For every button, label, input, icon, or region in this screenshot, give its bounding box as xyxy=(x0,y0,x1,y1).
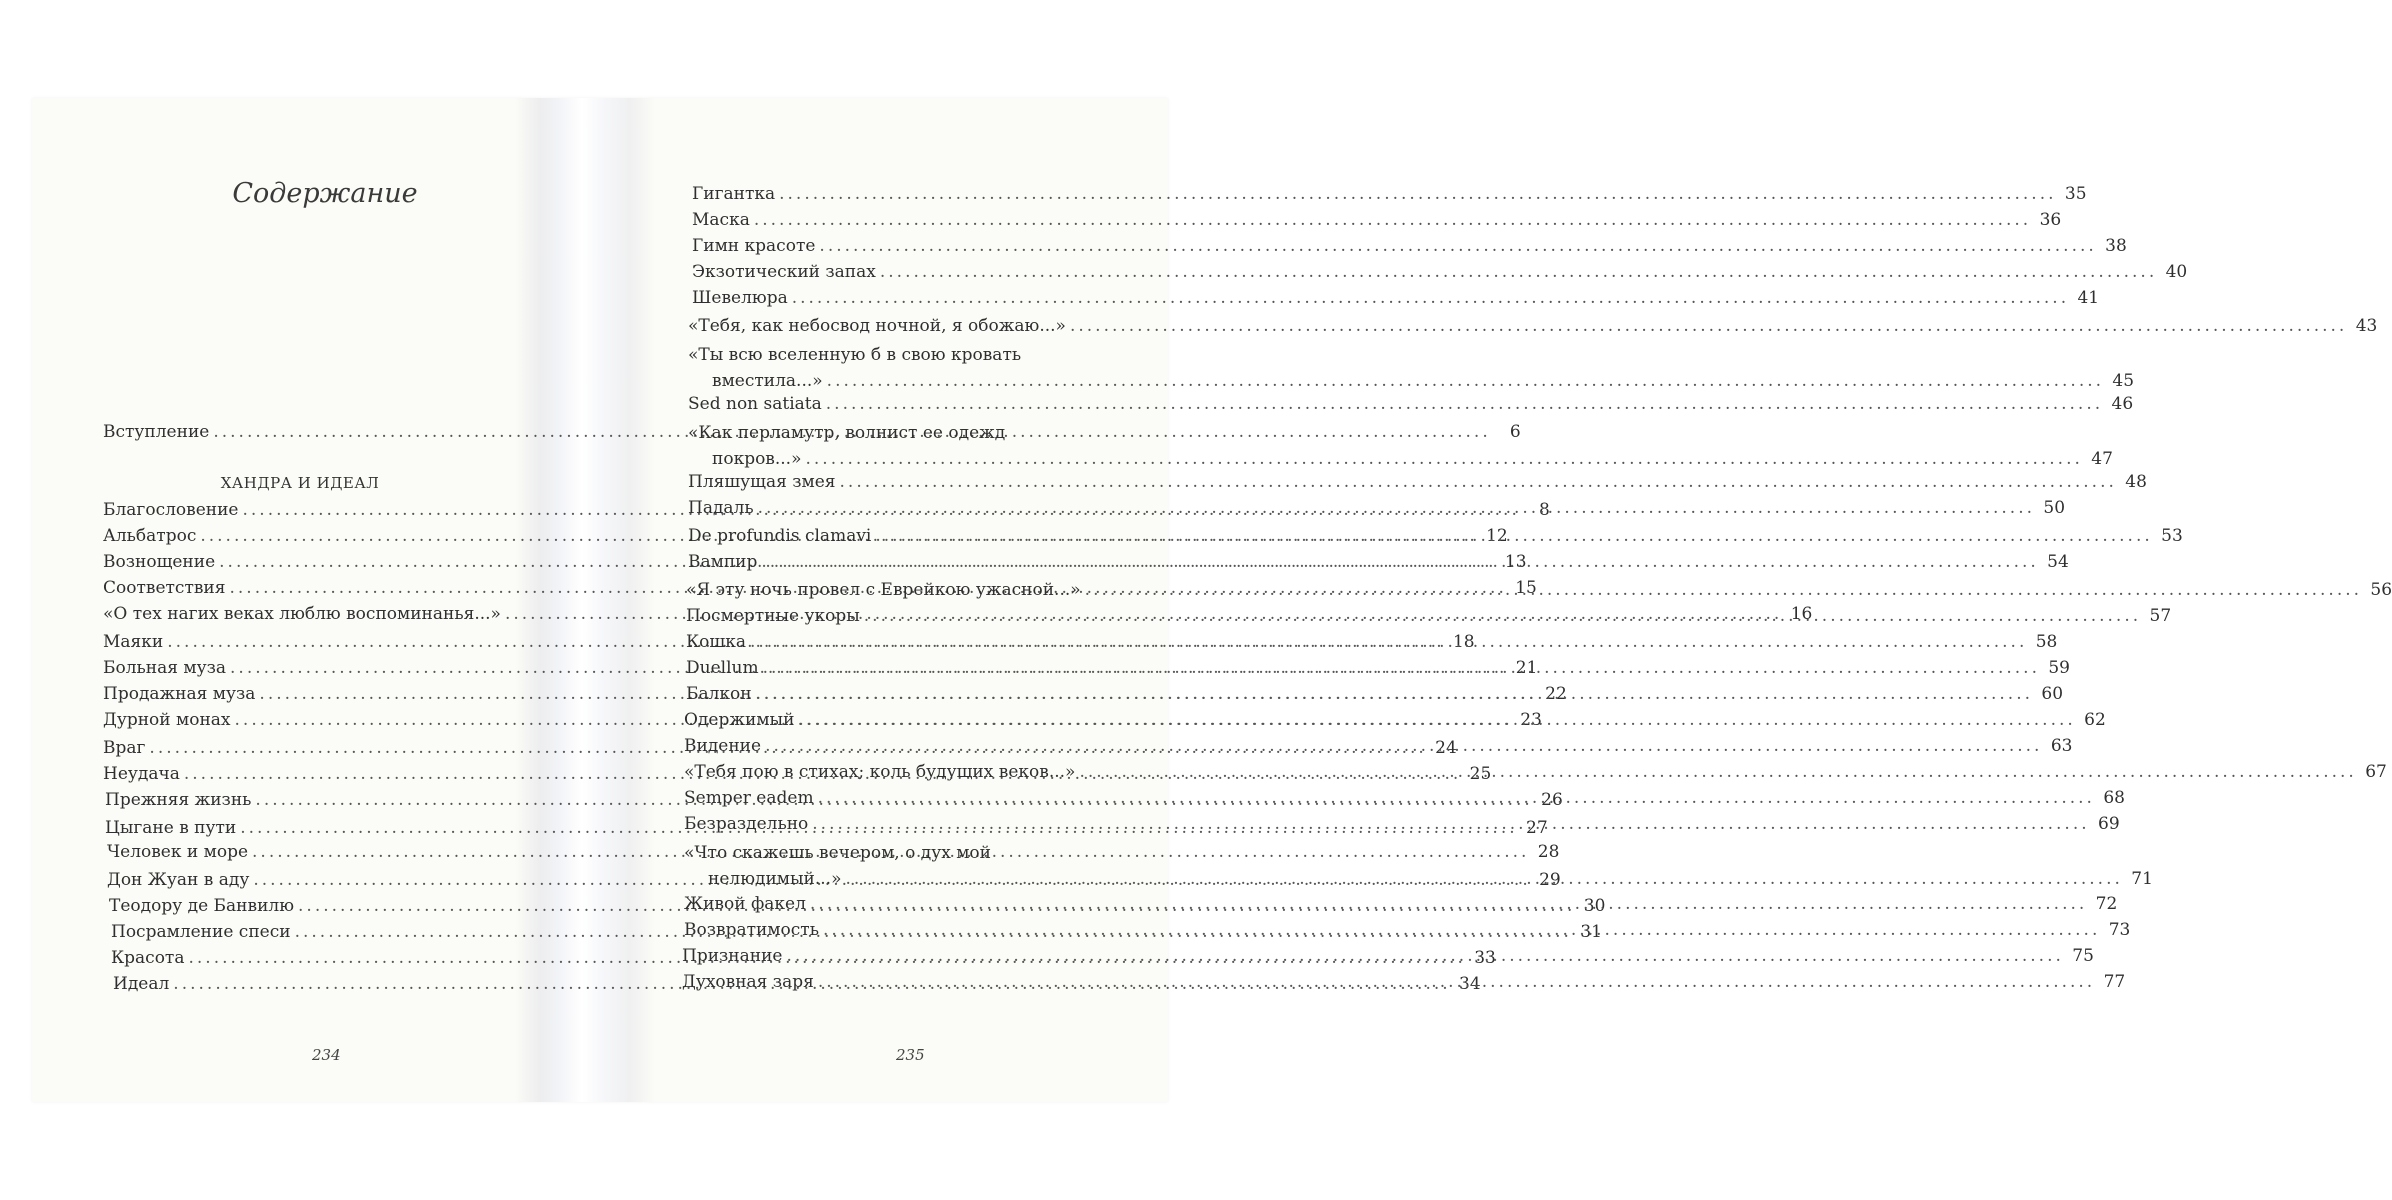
toc-entry-title: Экзотический запах xyxy=(692,262,876,282)
toc-entry xyxy=(692,236,2127,256)
toc-entry-page: 43 xyxy=(2355,316,2378,336)
toc-entry-page: 13 xyxy=(1504,552,1527,572)
leader-dots xyxy=(823,920,2100,940)
toc-entry-title: Видение xyxy=(684,736,762,756)
toc-entry-page: 23 xyxy=(1520,710,1542,730)
toc-entry-title: Вампир xyxy=(688,552,758,572)
toc-entry-page: 34 xyxy=(1459,974,1481,994)
toc-entry-title: Пляшущая змея xyxy=(688,472,836,492)
toc-entry-title: «Я эту ночь провел с Еврейкою ужасной...» xyxy=(686,580,1081,600)
leader-dots xyxy=(880,262,2157,282)
leader-dots xyxy=(754,210,2031,230)
toc-entry xyxy=(688,420,2113,472)
leader-dots xyxy=(798,710,2075,730)
toc-entry-page: 28 xyxy=(1537,842,1560,862)
page-number-left: 234 xyxy=(312,1046,341,1064)
toc-entry-title: Продажная муза xyxy=(103,684,256,704)
toc-entry-page: 58 xyxy=(2035,632,2058,652)
leader-dots xyxy=(818,788,2095,808)
toc-entry-title: Маска xyxy=(692,210,750,230)
toc-entry xyxy=(688,342,2135,394)
leader-dots xyxy=(765,736,2042,756)
leader-dots xyxy=(812,814,2089,834)
leader-dots xyxy=(827,368,2104,394)
toc-entry-page: 71 xyxy=(2131,869,2153,889)
toc-entry-title: Благословение xyxy=(103,500,239,520)
toc-entry-title: Идеал xyxy=(113,974,170,994)
toc-entry-page: 40 xyxy=(2165,262,2188,282)
leader-dots xyxy=(806,446,2083,472)
page-title: Содержание xyxy=(232,178,418,209)
toc-entry xyxy=(688,498,2066,518)
toc-entry-title: Вступление xyxy=(103,422,210,442)
leader-dots xyxy=(810,894,2087,914)
toc-entry-page: 24 xyxy=(1435,738,1457,758)
toc-entry-page: 12 xyxy=(1486,526,1508,546)
toc-entry xyxy=(692,210,2062,230)
leader-dots xyxy=(787,946,2064,966)
toc-entry-title: Красота xyxy=(111,948,185,968)
toc-entry-page: 72 xyxy=(2095,894,2118,914)
toc-entry-title-cont: вместила...» xyxy=(712,371,823,391)
toc-entry-title: «Что скажешь вечером, о дух мой xyxy=(684,843,991,863)
toc-entry-page: 29 xyxy=(1539,870,1561,890)
toc-entry-title: Балкон xyxy=(686,684,752,704)
toc-entry-page: 56 xyxy=(2370,580,2392,600)
toc-entry xyxy=(688,472,2147,492)
toc-entry-title: «О тех нагих веках люблю воспоминанья...» xyxy=(103,604,501,624)
toc-entry-page: 6 xyxy=(1509,422,1521,442)
toc-entry xyxy=(692,184,2087,204)
toc-entry-page: 50 xyxy=(2043,498,2066,518)
leader-dots xyxy=(819,236,2096,256)
toc-entry-page: 54 xyxy=(2047,552,2069,572)
leader-dots xyxy=(792,288,2069,308)
toc-entry-page: 15 xyxy=(1515,578,1537,598)
toc-entry-title: Враг xyxy=(103,738,146,758)
toc-entry-page: 53 xyxy=(2161,526,2183,546)
toc-entry-title: «Ты всю вселенную б в свою кровать xyxy=(688,345,1022,365)
toc-entry-title: Неудача xyxy=(103,764,180,784)
toc-entry-title: Духовная заря xyxy=(682,972,814,992)
toc-entry-title: Возвратимость xyxy=(684,920,819,940)
toc-entry-page: 35 xyxy=(2064,184,2087,204)
toc-entry xyxy=(692,288,2100,308)
toc-entry-title: Признание xyxy=(682,946,783,966)
toc-entry-page: 59 xyxy=(2048,658,2070,678)
toc-entry-title: Duellum xyxy=(686,658,759,678)
toc-entry-page: 21 xyxy=(1515,658,1538,678)
leader-dots xyxy=(1070,316,2347,336)
toc-entry-title: Альбатрос xyxy=(103,526,197,546)
toc-entry-page: 73 xyxy=(2108,920,2131,940)
leader-dots xyxy=(846,866,2123,892)
toc-entry-title: «Как перламутр, волнист ее одежд xyxy=(688,423,1006,443)
toc-entry xyxy=(688,394,2134,414)
toc-entry-title: Гигантка xyxy=(692,184,776,204)
toc-entry-page: 46 xyxy=(2111,394,2134,414)
leader-dots xyxy=(761,552,2038,572)
toc-entry-title: Semper eadem xyxy=(684,788,814,808)
toc-entry-title: Посмертные укоры xyxy=(686,606,860,626)
toc-entry-title: De profundis clamavi xyxy=(688,526,872,546)
leader-dots xyxy=(875,526,2152,546)
toc-entry-page: 36 xyxy=(2039,210,2062,230)
toc-entry-title: Цыгане в пути xyxy=(105,818,237,838)
toc-entry-title: Маяки xyxy=(103,632,164,652)
toc-entry-page: 16 xyxy=(1790,604,1813,624)
toc-entry-page: 30 xyxy=(1583,896,1606,916)
toc-entry-page: 38 xyxy=(2105,236,2127,256)
toc-entry-page: 57 xyxy=(2149,606,2172,626)
toc-entry-page: 45 xyxy=(2112,371,2135,391)
toc-entry-title: Живой факел xyxy=(684,894,806,914)
toc-entry-page: 27 xyxy=(1526,818,1548,838)
leader-dots xyxy=(826,394,2103,414)
leader-dots xyxy=(818,972,2095,992)
toc-entry-page: 67 xyxy=(2365,762,2387,782)
toc-entry-page: 62 xyxy=(2084,710,2106,730)
toc-entry-title-cont: нелюдимый...» xyxy=(708,869,842,889)
leader-dots xyxy=(840,472,2117,492)
toc-entry-page: 33 xyxy=(1474,948,1496,968)
toc-entry-title: Дон Жуан в аду xyxy=(107,870,250,890)
toc-entry-title: Человек и море xyxy=(107,842,249,862)
toc-entry-title: «Тебя, как небосвод ночной, я обожаю...» xyxy=(688,316,1066,336)
toc-entry-title: Гимн красоте xyxy=(692,236,816,256)
toc-entry-title: Sed non satiata xyxy=(688,394,822,414)
leader-dots xyxy=(864,606,2141,626)
toc-entry xyxy=(692,262,2188,282)
toc-entry-title: Прежняя жизнь xyxy=(105,790,252,810)
toc-entry-title: Падаль xyxy=(688,498,754,518)
toc-entry-page: 8 xyxy=(1539,500,1550,520)
toc-entry-title: Соответствия xyxy=(103,578,226,598)
toc-entry-page: 41 xyxy=(2077,288,2100,308)
toc-entry-page: 31 xyxy=(1580,922,1602,942)
toc-entry xyxy=(688,316,2378,336)
toc-entry-page: 48 xyxy=(2125,472,2147,492)
leader-dots xyxy=(756,684,2033,704)
section-heading: ХАНДРА И ИДЕАЛ xyxy=(220,474,380,492)
toc-entry-page: 25 xyxy=(1469,764,1492,784)
toc-entry-page: 60 xyxy=(2041,684,2064,704)
toc-entry-page: 18 xyxy=(1452,632,1475,652)
toc-entry-title: Шевелюра xyxy=(692,288,788,308)
leader-dots xyxy=(779,184,2056,204)
toc-entry-title: Вознощение xyxy=(103,552,216,572)
toc-entry-title: Безраздельно xyxy=(684,814,809,834)
toc-entry-title: Больная муза xyxy=(103,658,227,678)
toc-entry-page: 69 xyxy=(2098,814,2120,834)
leader-dots xyxy=(763,658,2040,678)
leader-dots xyxy=(1085,580,2362,600)
toc-entry-title: «Тебя пою в стихах; коль будущих веков...» xyxy=(684,762,1076,782)
toc-entry-title-cont: покров...» xyxy=(712,449,802,469)
toc-entry-title: Посрамление спеси xyxy=(111,922,291,942)
page-number-right: 235 xyxy=(896,1046,925,1064)
leader-dots xyxy=(750,632,2027,652)
leader-dots xyxy=(758,498,2035,518)
toc-entry-title: Дурной монах xyxy=(103,710,231,730)
toc-entry-page: 68 xyxy=(2103,788,2125,808)
toc-entry-page: 26 xyxy=(1541,790,1563,810)
toc-entry-page: 63 xyxy=(2050,736,2073,756)
toc-entry-page: 22 xyxy=(1545,684,1567,704)
toc-entry-title: Кошка xyxy=(686,632,746,652)
toc-entry-title: Теодору де Банвилю xyxy=(109,896,295,916)
toc-entry-title: Одержимый xyxy=(684,710,795,730)
leader-dots xyxy=(1079,762,2356,782)
toc-entry-page: 77 xyxy=(2103,972,2126,992)
toc-entry-page: 47 xyxy=(2091,449,2113,469)
toc-entry-page: 75 xyxy=(2072,946,2094,966)
